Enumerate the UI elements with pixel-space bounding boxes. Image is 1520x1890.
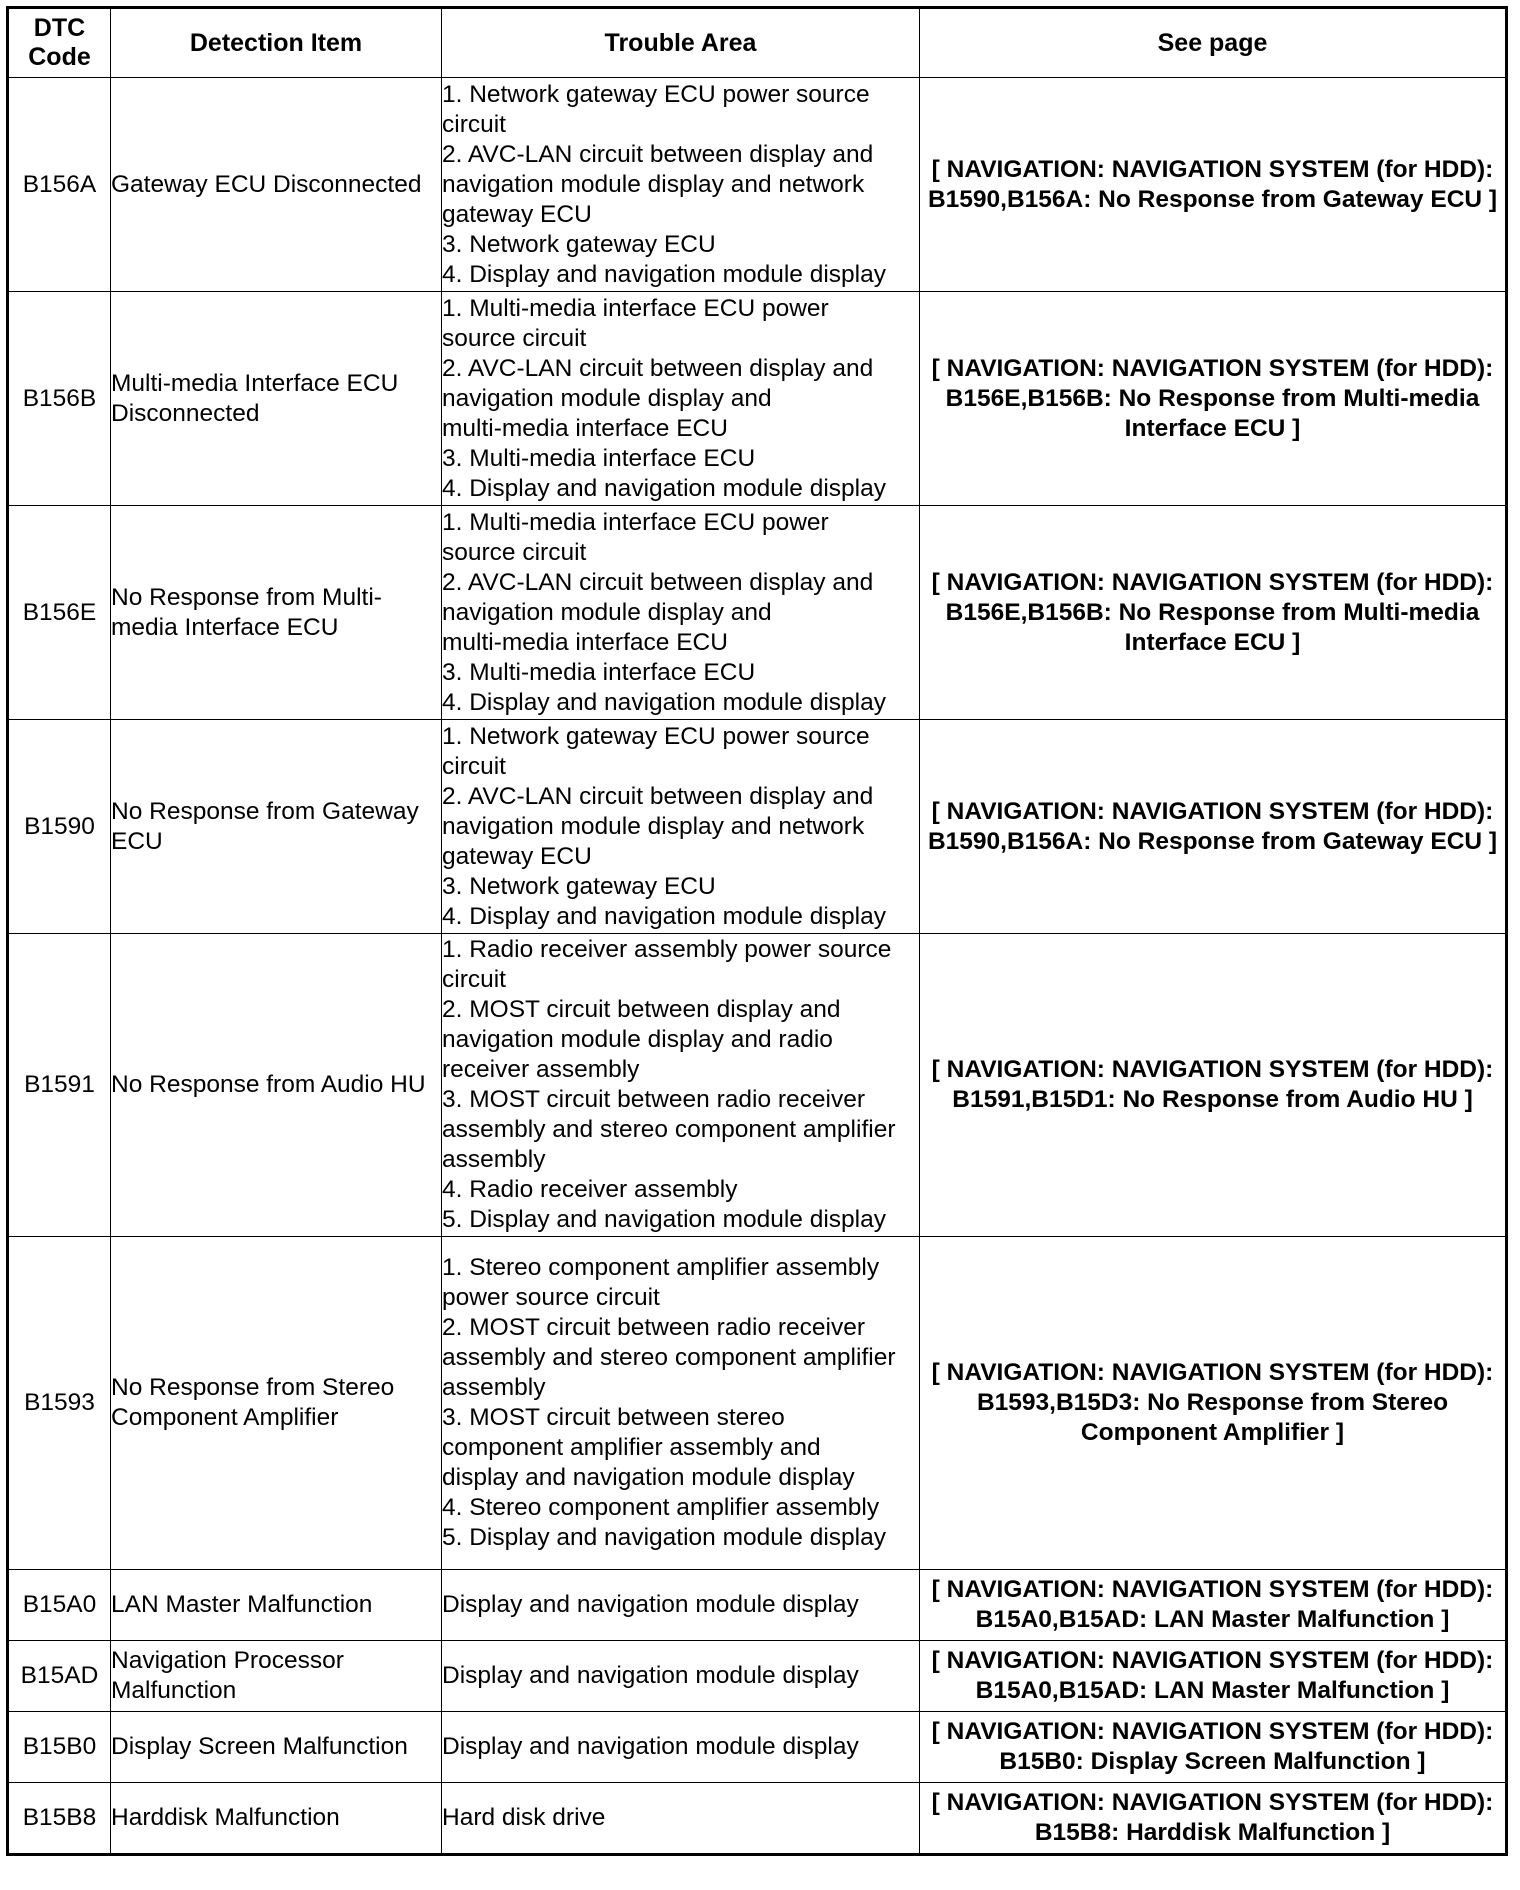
trouble-area-line: multi-media interface ECU xyxy=(442,414,728,442)
trouble-area-line: assembly and stereo component amplifier xyxy=(442,1116,896,1143)
trouble-area-line: 1. Network gateway ECU power source xyxy=(442,722,870,750)
table-row xyxy=(8,1237,1507,1570)
table-row xyxy=(8,292,1507,506)
trouble-area-line: 3. Network gateway ECU xyxy=(442,230,716,258)
trouble-area-line: display and navigation module display xyxy=(442,1464,855,1491)
detection-item-cell: Navigation Processor Malfunction xyxy=(111,1641,442,1712)
detection-item-cell: No Response from Multi-media Interface ECU xyxy=(111,506,442,720)
trouble-area-line: 3. MOST circuit between radio receiver xyxy=(442,1086,866,1113)
table-row xyxy=(8,78,1507,292)
detection-item-cell: Harddisk Malfunction xyxy=(111,1783,442,1855)
trouble-area-line: circuit xyxy=(442,110,506,138)
trouble-area-line: Hard disk drive xyxy=(442,1804,606,1831)
table-row xyxy=(8,1712,1507,1783)
table-row xyxy=(8,1641,1507,1712)
trouble-area-line: assembly and stereo component amplifier xyxy=(442,1344,896,1371)
trouble-area-line: navigation module display and xyxy=(442,598,772,626)
trouble-area-cell xyxy=(442,506,920,720)
trouble-area-line: navigation module display and xyxy=(442,384,772,412)
trouble-area-line: 2. AVC-LAN circuit between display and xyxy=(442,140,874,168)
trouble-area-cell xyxy=(442,1570,920,1641)
see-page-link[interactable]: [ NAVIGATION: NAVIGATION SYSTEM (for HDD): B1590,B156A: No Response from Gateway ECU ] xyxy=(920,720,1507,934)
table-header xyxy=(8,8,1507,78)
trouble-area-line: assembly xyxy=(442,1146,546,1173)
table-row xyxy=(8,506,1507,720)
trouble-area-line: 2. AVC-LAN circuit between display and xyxy=(442,782,874,810)
detection-item-cell: Display Screen Malfunction xyxy=(111,1712,442,1783)
dtc-code-cell: B1591 xyxy=(8,934,111,1237)
dtc-code-cell: B156E xyxy=(8,506,111,720)
trouble-area-line: navigation module display and network xyxy=(442,170,865,198)
see-page-link[interactable]: [ NAVIGATION: NAVIGATION SYSTEM (for HDD): B1593,B15D3: No Response from Stereo Component Amplifier ] xyxy=(920,1237,1507,1570)
dtc-code-cell: B1593 xyxy=(8,1237,111,1570)
detection-item-cell: LAN Master Malfunction xyxy=(111,1570,442,1641)
dtc-table xyxy=(6,6,1508,1856)
header-detection-item: Detection Item xyxy=(111,8,442,78)
trouble-area-line: 4. Radio receiver assembly xyxy=(442,1176,738,1203)
trouble-area-line: 4. Display and navigation module display xyxy=(442,688,886,716)
table-body xyxy=(8,78,1507,1855)
header-trouble-area: Trouble Area xyxy=(442,8,920,78)
trouble-area-line: 3. Multi-media interface ECU xyxy=(442,444,756,472)
detection-item-cell: Multi-media Interface ECU Disconnected xyxy=(111,292,442,506)
trouble-area-line: circuit xyxy=(442,966,506,993)
trouble-area-line: 4. Display and navigation module display xyxy=(442,474,886,502)
table-row xyxy=(8,934,1507,1237)
trouble-area-cell xyxy=(442,1237,920,1570)
trouble-area-line: multi-media interface ECU xyxy=(442,628,728,656)
trouble-area-line: circuit xyxy=(442,752,506,780)
trouble-area-line: 3. MOST circuit between stereo xyxy=(442,1404,785,1431)
dtc-code-cell: B1590 xyxy=(8,720,111,934)
see-page-link[interactable]: [ NAVIGATION: NAVIGATION SYSTEM (for HDD): B1591,B15D1: No Response from Audio HU ] xyxy=(920,934,1507,1237)
table-row xyxy=(8,1783,1507,1855)
trouble-area-line: Display and navigation module display xyxy=(442,1733,859,1760)
trouble-area-cell xyxy=(442,934,920,1237)
trouble-area-line: 1. Stereo component amplifier assembly xyxy=(442,1254,880,1281)
detection-item-cell: No Response from Audio HU xyxy=(111,934,442,1237)
trouble-area-cell xyxy=(442,78,920,292)
see-page-link[interactable]: [ NAVIGATION: NAVIGATION SYSTEM (for HDD): B156E,B156B: No Response from Multi-media Interface ECU ] xyxy=(920,506,1507,720)
header-row xyxy=(8,8,1507,78)
trouble-area-cell xyxy=(442,1783,920,1855)
header-dtc-code: DTC Code xyxy=(8,8,111,78)
trouble-area-line: receiver assembly xyxy=(442,1056,640,1083)
trouble-area-line: Display and navigation module display xyxy=(442,1662,859,1689)
dtc-code-cell: B15AD xyxy=(8,1641,111,1712)
trouble-area-line: Display and navigation module display xyxy=(442,1591,859,1618)
trouble-area-line: 4. Stereo component amplifier assembly xyxy=(442,1494,880,1521)
dtc-table-sheet xyxy=(6,6,1508,1856)
see-page-link[interactable]: [ NAVIGATION: NAVIGATION SYSTEM (for HDD): B156E,B156B: No Response from Multi-media Interface ECU ] xyxy=(920,292,1507,506)
trouble-area-line: 1. Multi-media interface ECU power xyxy=(442,508,829,536)
see-page-link[interactable]: [ NAVIGATION: NAVIGATION SYSTEM (for HDD): B15A0,B15AD: LAN Master Malfunction ] xyxy=(920,1641,1507,1712)
trouble-area-line: 2. AVC-LAN circuit between display and xyxy=(442,568,874,596)
trouble-area-line: 3. Multi-media interface ECU xyxy=(442,658,756,686)
dtc-code-cell: B156B xyxy=(8,292,111,506)
trouble-area-line: 5. Display and navigation module display xyxy=(442,1524,886,1551)
detection-item-cell: No Response from Stereo Component Amplifier xyxy=(111,1237,442,1570)
see-page-link[interactable]: [ NAVIGATION: NAVIGATION SYSTEM (for HDD): B1590,B156A: No Response from Gateway ECU ] xyxy=(920,78,1507,292)
dtc-code-cell: B15A0 xyxy=(8,1570,111,1641)
trouble-area-line: 2. MOST circuit between radio receiver xyxy=(442,1314,866,1341)
see-page-link[interactable]: [ NAVIGATION: NAVIGATION SYSTEM (for HDD): B15A0,B15AD: LAN Master Malfunction ] xyxy=(920,1570,1507,1641)
trouble-area-cell xyxy=(442,1641,920,1712)
dtc-code-cell: B156A xyxy=(8,78,111,292)
dtc-code-cell: B15B8 xyxy=(8,1783,111,1855)
see-page-link[interactable]: [ NAVIGATION: NAVIGATION SYSTEM (for HDD): B15B8: Harddisk Malfunction ] xyxy=(920,1783,1507,1855)
trouble-area-line: 1. Multi-media interface ECU power xyxy=(442,294,829,322)
trouble-area-line: source circuit xyxy=(442,538,587,566)
trouble-area-line: assembly xyxy=(442,1374,546,1401)
trouble-area-line: 1. Radio receiver assembly power source xyxy=(442,936,892,963)
dtc-code-cell: B15B0 xyxy=(8,1712,111,1783)
trouble-area-line: component amplifier assembly and xyxy=(442,1434,821,1461)
trouble-area-line: 2. MOST circuit between display and xyxy=(442,996,841,1023)
header-see-page: See page xyxy=(920,8,1507,78)
trouble-area-line: 4. Display and navigation module display xyxy=(442,902,886,930)
trouble-area-cell xyxy=(442,292,920,506)
trouble-area-line: navigation module display and network xyxy=(442,812,865,840)
trouble-area-line: 2. AVC-LAN circuit between display and xyxy=(442,354,874,382)
trouble-area-line: power source circuit xyxy=(442,1284,660,1311)
trouble-area-line: gateway ECU xyxy=(442,200,592,228)
trouble-area-cell xyxy=(442,1712,920,1783)
trouble-area-line: gateway ECU xyxy=(442,842,592,870)
detection-item-cell: Gateway ECU Disconnected xyxy=(111,78,442,292)
trouble-area-line: source circuit xyxy=(442,324,587,352)
detection-item-cell: No Response from Gateway ECU xyxy=(111,720,442,934)
trouble-area-line: 5. Display and navigation module display xyxy=(442,1206,886,1233)
see-page-link[interactable]: [ NAVIGATION: NAVIGATION SYSTEM (for HDD): B15B0: Display Screen Malfunction ] xyxy=(920,1712,1507,1783)
table-row xyxy=(8,1570,1507,1641)
trouble-area-line: 3. Network gateway ECU xyxy=(442,872,716,900)
table-row xyxy=(8,720,1507,934)
trouble-area-cell xyxy=(442,720,920,934)
trouble-area-line: 1. Network gateway ECU power source xyxy=(442,80,870,108)
trouble-area-line: 4. Display and navigation module display xyxy=(442,260,886,288)
trouble-area-line: navigation module display and radio xyxy=(442,1026,833,1053)
